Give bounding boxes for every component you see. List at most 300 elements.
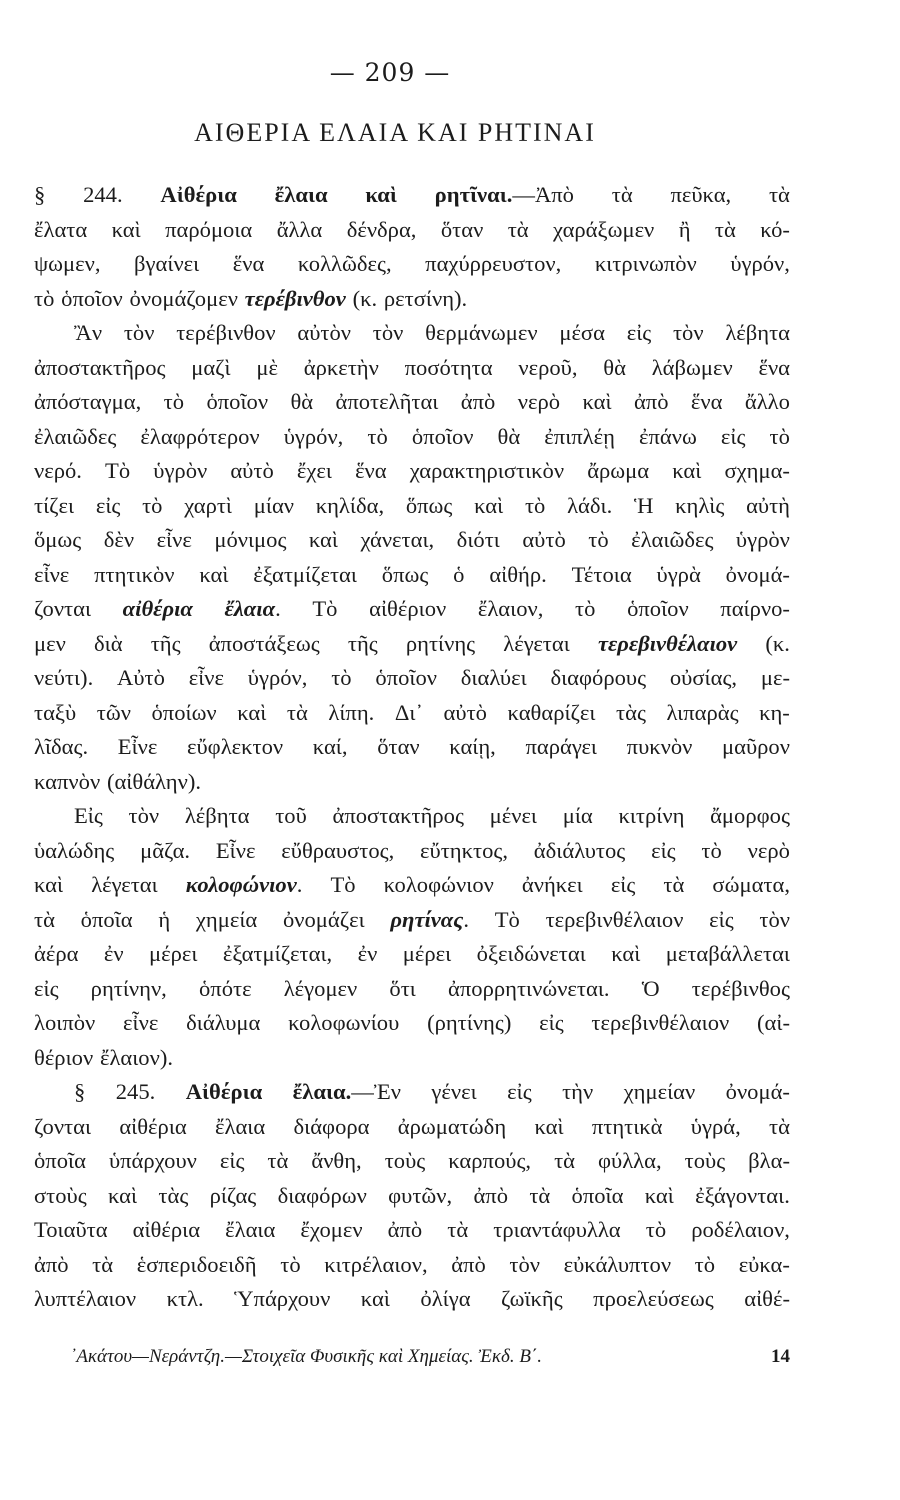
word	[448, 972, 610, 1007]
word-fragment: ὀνομά-	[725, 561, 790, 587]
word	[441, 213, 483, 248]
word	[278, 1179, 367, 1214]
word	[675, 489, 724, 524]
word	[627, 730, 693, 765]
chapter-title: ΑΙΘΕΡΙΑ ΕΛΑΙΑ ΚΑΙ ΡΗΤΙΝΑΙ	[194, 118, 596, 147]
word	[425, 247, 561, 282]
word-fragment: εἶνε	[123, 1010, 159, 1035]
word-fragment: καὶ	[111, 216, 141, 242]
word-fragment: εὔφλεκτον	[187, 734, 284, 759]
word	[284, 972, 358, 1007]
word-fragment: —Ἐν	[351, 1079, 401, 1104]
word-fragment: ὀξειδώνεται	[476, 941, 586, 966]
word-fragment: μέρει	[149, 941, 198, 966]
word	[34, 1110, 91, 1145]
word-fragment: καὶ	[365, 182, 397, 207]
word	[34, 1282, 136, 1317]
word-fragment: διαφόρους	[550, 665, 647, 690]
word	[186, 868, 303, 903]
word-fragment: μαζὶ	[191, 354, 231, 380]
word-fragment: μᾶζα.	[140, 837, 191, 863]
word-fragment: λίπη.	[328, 699, 375, 725]
word-fragment: ἀρκετὴν	[303, 354, 379, 380]
word-fragment: τὸ	[701, 837, 722, 863]
word-fragment: ἀποστακτῆρος	[34, 354, 166, 380]
word	[634, 489, 653, 524]
word-fragment: μίαν	[253, 492, 294, 518]
word	[288, 1006, 399, 1041]
word	[123, 1006, 158, 1041]
word-fragment: τὸν	[372, 320, 404, 345]
word	[518, 385, 560, 420]
word	[473, 1179, 508, 1214]
word-fragment: τὸ	[163, 389, 185, 414]
word	[736, 523, 790, 558]
word-fragment: Ἂν	[74, 320, 103, 345]
word-fragment: ὁπότε	[198, 975, 252, 1001]
word-fragment: πτητικὰ	[591, 1113, 663, 1139]
word	[123, 592, 193, 627]
word-fragment: κολλῶδες,	[297, 251, 392, 276]
word-fragment: τὸ	[34, 285, 55, 311]
word-fragment: τίζει	[34, 492, 75, 518]
word	[119, 1110, 186, 1145]
word	[191, 351, 230, 386]
word-fragment: τὸν	[123, 320, 155, 345]
word-fragment: τὴν	[562, 1079, 594, 1104]
word-fragment: ἕνα	[355, 458, 387, 483]
word-fragment: καὶ	[582, 389, 612, 414]
word	[34, 385, 141, 420]
word	[657, 558, 701, 593]
text-line	[34, 799, 790, 834]
word	[501, 1282, 563, 1317]
word-fragment: ἔλαια	[225, 1217, 276, 1242]
word	[214, 523, 286, 558]
word-fragment: ὀνομά-	[725, 1079, 790, 1104]
word-fragment: ἀπὸ	[34, 1251, 69, 1277]
word	[34, 282, 54, 317]
word-fragment: ταξὺ	[34, 699, 77, 725]
word	[544, 420, 615, 455]
word	[267, 1144, 288, 1179]
word-fragment: εἰς	[709, 906, 734, 932]
word	[256, 351, 278, 386]
word-fragment: Αὐτὸ	[117, 665, 165, 690]
text-line	[34, 420, 790, 455]
word	[34, 1144, 86, 1179]
word-fragment: ὑγρόν,	[247, 665, 308, 690]
word-fragment: ἀποτελῆται	[335, 389, 439, 414]
word-fragment: καὶ	[644, 1182, 674, 1208]
word	[34, 1006, 95, 1041]
word	[298, 247, 392, 282]
text-line	[34, 627, 790, 662]
word-fragment: τοὺς	[384, 1148, 426, 1173]
text-line	[34, 1006, 790, 1041]
word	[672, 454, 701, 489]
word	[165, 213, 252, 248]
word	[309, 523, 338, 558]
word	[701, 834, 721, 869]
word	[448, 1144, 531, 1179]
word-fragment: μία	[562, 803, 593, 828]
word-fragment: σχημα-	[724, 458, 790, 483]
word	[360, 523, 434, 558]
word	[435, 178, 574, 213]
word-fragment: ἀρωματώδη	[397, 1113, 507, 1139]
word-fragment: κιτρινωπὸν	[594, 251, 697, 276]
word-fragment: ὑγρά,	[690, 1113, 741, 1139]
word	[591, 1006, 729, 1041]
word-fragment: Αἰθέρια	[160, 182, 237, 207]
word	[651, 834, 676, 869]
word	[598, 1144, 662, 1179]
word	[215, 1110, 265, 1145]
word	[503, 627, 570, 662]
word	[412, 420, 474, 455]
word	[140, 834, 190, 869]
word	[508, 696, 596, 731]
word-fragment: δένδρα,	[346, 216, 417, 242]
word	[695, 1248, 715, 1283]
word-fragment: ἐπάνω	[639, 423, 697, 449]
word	[149, 937, 197, 972]
word	[572, 558, 632, 593]
word-fragment: τὸ	[367, 423, 388, 449]
word-fragment: ἑσπεριδοειδῆ	[136, 1251, 257, 1277]
word	[300, 1213, 362, 1248]
word-fragment: 245.	[115, 1079, 156, 1104]
footer-citation: ᾿Ακάτου—Νεράντζη.—Στοιχεῖα Φυσικῆς καὶ Χημείας. Ἐκδ. Β΄.	[70, 1346, 543, 1367]
word	[91, 868, 158, 903]
word	[275, 799, 307, 834]
word-fragment: μόνιμος	[214, 527, 287, 552]
word-fragment: τὸ	[331, 665, 352, 690]
word-fragment: αἰθήρ.	[489, 561, 547, 587]
word-fragment: καὶ	[360, 1286, 390, 1311]
word	[730, 247, 790, 282]
word-fragment: χημείαν	[623, 1079, 696, 1104]
text-line	[34, 213, 790, 248]
word-fragment: θερμάνωμεν	[425, 320, 538, 345]
word	[522, 868, 583, 903]
word-fragment: ὑπάρχουν	[108, 1148, 197, 1173]
word-fragment: αἰθέρια	[132, 1217, 201, 1242]
word-fragment: τερέβινθον	[176, 320, 276, 345]
word	[153, 454, 207, 489]
word	[572, 1179, 624, 1214]
word-fragment: ἀπόσταγμα,	[34, 389, 142, 414]
word-fragment: πεῦκα,	[670, 182, 732, 207]
text-line	[34, 1179, 790, 1214]
word	[105, 454, 130, 489]
text-line	[34, 489, 790, 524]
word	[395, 696, 423, 731]
word	[451, 1248, 486, 1283]
word-fragment: τῆς	[150, 630, 181, 656]
word	[189, 661, 224, 696]
word-fragment: καὶ	[474, 492, 504, 518]
word-fragment: καὶ	[534, 1113, 564, 1139]
word	[328, 696, 374, 731]
word-fragment: ἔλαια	[274, 182, 328, 207]
word	[375, 661, 437, 696]
word	[457, 523, 500, 558]
word	[390, 903, 469, 938]
word	[34, 696, 76, 731]
word-fragment: ρητίνην,	[90, 975, 167, 1001]
word	[284, 420, 344, 455]
word-fragment: θὰ	[290, 389, 314, 414]
word-fragment: χαρακτηριστικὸν	[409, 458, 565, 483]
word	[673, 316, 704, 351]
text-line	[34, 868, 790, 903]
text-line	[34, 696, 790, 731]
word-fragment: ἔλαια	[224, 596, 276, 621]
word-fragment: εἰς	[610, 872, 636, 897]
word	[304, 351, 379, 386]
word-fragment: τὸ	[575, 596, 596, 621]
word	[575, 592, 595, 627]
word	[348, 627, 378, 662]
word	[34, 454, 82, 489]
word-fragment: ὁποῖα	[80, 906, 133, 932]
word	[133, 1213, 200, 1248]
word-fragment: διὰ	[93, 630, 123, 656]
word	[34, 868, 63, 903]
word	[765, 627, 790, 662]
word	[100, 1041, 173, 1076]
text-line	[34, 661, 790, 696]
word-fragment: τὰ	[447, 1217, 469, 1242]
word-fragment: ἀποστάξεως	[208, 630, 320, 656]
word-fragment: τὸ	[694, 1251, 716, 1277]
word-fragment: πτητικὸν	[94, 561, 175, 587]
word-fragment: τερέβινθος	[691, 975, 790, 1001]
word-fragment: ὁποῖον	[375, 665, 437, 690]
word	[313, 730, 348, 765]
word-fragment: ἐν	[103, 941, 124, 966]
word-fragment: ποσότητα	[404, 354, 493, 380]
word-fragment: τὰ	[554, 1148, 575, 1173]
word	[449, 730, 496, 765]
word-fragment: ρητίνης	[405, 630, 476, 656]
word	[237, 696, 266, 731]
word-fragment: ἀπὸ	[633, 389, 669, 414]
word-fragment: Εἶνε	[117, 734, 158, 759]
word	[509, 1248, 540, 1283]
word-fragment: ἄλλο	[744, 389, 790, 414]
word	[34, 523, 81, 558]
word-fragment: τὰ	[267, 1148, 289, 1173]
word-fragment: (αἰθάλην).	[106, 768, 201, 794]
text-line	[34, 592, 790, 627]
word-fragment: ὑγρὸν	[153, 458, 208, 483]
word-fragment: τὰ	[768, 182, 790, 207]
word-fragment: ἐξατμίζεται	[253, 561, 357, 587]
word	[627, 592, 689, 627]
word-fragment: αὐτὸ	[522, 527, 566, 552]
word	[725, 316, 790, 351]
word	[34, 489, 74, 524]
word	[167, 1282, 204, 1317]
word-fragment: διάλυμα	[186, 1010, 261, 1035]
word	[332, 799, 463, 834]
word-fragment: αἰθέρια	[122, 596, 193, 621]
word	[140, 420, 259, 455]
word	[616, 696, 646, 731]
word-fragment: ἐλαιῶδες	[631, 527, 714, 552]
word-fragment: ἀπὸ	[451, 1251, 486, 1277]
text-line	[34, 1075, 790, 1110]
word	[685, 1144, 726, 1179]
word-fragment: ρετσίνη).	[383, 285, 468, 311]
word	[384, 282, 467, 317]
word-fragment: ὑγρόν,	[283, 423, 344, 449]
word	[666, 937, 790, 972]
word-fragment: ἔλαιον).	[99, 1044, 173, 1070]
word	[639, 420, 697, 455]
word	[297, 316, 351, 351]
word	[185, 799, 250, 834]
word	[34, 834, 114, 869]
word	[587, 454, 649, 489]
word-fragment: ροδέλαιον,	[691, 1217, 790, 1242]
word-fragment: καί,	[312, 734, 348, 759]
word	[336, 385, 439, 420]
word-fragment: ὁποῖα	[34, 1148, 86, 1173]
word	[748, 834, 790, 869]
word	[210, 1179, 257, 1214]
word-fragment: εἶνε	[156, 527, 192, 552]
word	[529, 1179, 550, 1214]
word	[642, 972, 660, 1007]
word-fragment: τὸ	[769, 423, 790, 449]
word-fragment: χαράξωμεν	[553, 216, 655, 242]
word-fragment: παχύρρευστον,	[425, 251, 562, 276]
word	[444, 696, 487, 731]
word-fragment: Εἶνε	[215, 837, 256, 863]
word-fragment: καὶ	[34, 872, 64, 897]
word	[692, 972, 790, 1007]
word	[564, 1248, 671, 1283]
word	[223, 937, 332, 972]
word	[34, 1179, 87, 1214]
text-line	[34, 351, 790, 386]
word-fragment: κολοφώνιον	[383, 872, 494, 897]
word	[425, 316, 537, 351]
word	[112, 213, 141, 248]
word-fragment: ἐπιπλέῃ	[544, 423, 615, 449]
word-fragment: ψωμεν,	[34, 251, 101, 276]
word	[312, 592, 337, 627]
text-line	[34, 834, 790, 869]
word-fragment: νερό.	[34, 458, 82, 483]
word-fragment: ζωϊκῆς	[501, 1286, 563, 1311]
word-fragment: ρίζας	[209, 1182, 257, 1208]
word-fragment: εἰς	[34, 975, 59, 1001]
word-fragment: κτλ.	[166, 1286, 204, 1311]
word-fragment: ἀπορρητινώνεται.	[448, 975, 610, 1001]
text-line	[34, 1110, 790, 1145]
word	[726, 558, 790, 593]
word-fragment: §	[74, 1079, 86, 1104]
word	[281, 834, 394, 869]
word-fragment: ἡ	[158, 906, 171, 932]
word-fragment: εἰς	[507, 1079, 532, 1104]
text-line	[34, 730, 790, 765]
word	[770, 420, 790, 455]
word	[158, 1179, 188, 1214]
word-fragment: ἀπὸ	[473, 1182, 509, 1208]
word-fragment: Τοιαῦτα	[34, 1217, 108, 1242]
word	[405, 351, 493, 386]
word-fragment: στοὺς	[34, 1182, 87, 1208]
word	[206, 385, 268, 420]
word	[117, 661, 165, 696]
word	[739, 1248, 790, 1283]
word-fragment: τὸν	[672, 320, 704, 345]
word-fragment: εὐκάλυπτον	[563, 1251, 672, 1277]
word-fragment: διότι	[456, 527, 500, 552]
word	[290, 385, 313, 420]
word	[646, 1213, 666, 1248]
word	[34, 765, 100, 800]
word	[353, 282, 378, 317]
word-fragment: τερεβινθέλαιον	[597, 630, 738, 656]
word-fragment: ἀνήκει	[521, 872, 583, 897]
word-fragment: λέγεται	[91, 872, 158, 897]
word-fragment: εὐκα-	[738, 1251, 790, 1277]
word	[186, 1006, 260, 1041]
word-fragment: ὑγρὸν	[735, 527, 790, 552]
word-fragment: διαφόρων	[277, 1182, 367, 1208]
word-fragment: αὐτὸν	[297, 320, 352, 345]
word-fragment: ἄρωμα	[587, 458, 650, 483]
word-fragment: τοῦ	[275, 803, 307, 828]
word-fragment: εὔθραυστος,	[281, 837, 395, 863]
word	[134, 247, 199, 282]
word-fragment: κη-	[759, 699, 790, 725]
word	[759, 903, 790, 938]
word-fragment: ὑαλώδης	[34, 837, 115, 863]
word-fragment: ρητῖναι.	[434, 182, 513, 207]
text-line	[34, 903, 790, 938]
word-fragment: εἶνε	[188, 665, 224, 690]
word	[611, 937, 640, 972]
word-fragment: θέριον	[34, 1044, 94, 1070]
word	[107, 765, 201, 800]
word	[245, 282, 346, 317]
word-fragment: προελεύσεως	[593, 1286, 714, 1311]
word-fragment: αἰθέριον	[369, 596, 447, 621]
word	[151, 696, 216, 731]
word	[507, 1075, 532, 1110]
word	[34, 972, 59, 1007]
word-fragment: τὸ	[142, 492, 163, 518]
word-fragment: διάφορα	[293, 1113, 370, 1139]
text-line	[34, 316, 790, 351]
word-fragment: καὶ	[308, 527, 338, 552]
word	[365, 178, 397, 213]
word	[618, 799, 684, 834]
word	[567, 489, 612, 524]
word	[410, 454, 564, 489]
word-fragment: εἶνε	[34, 561, 70, 587]
word-fragment: τὰ	[769, 1113, 790, 1139]
word-fragment: ὀνομάζομεν	[129, 285, 238, 311]
